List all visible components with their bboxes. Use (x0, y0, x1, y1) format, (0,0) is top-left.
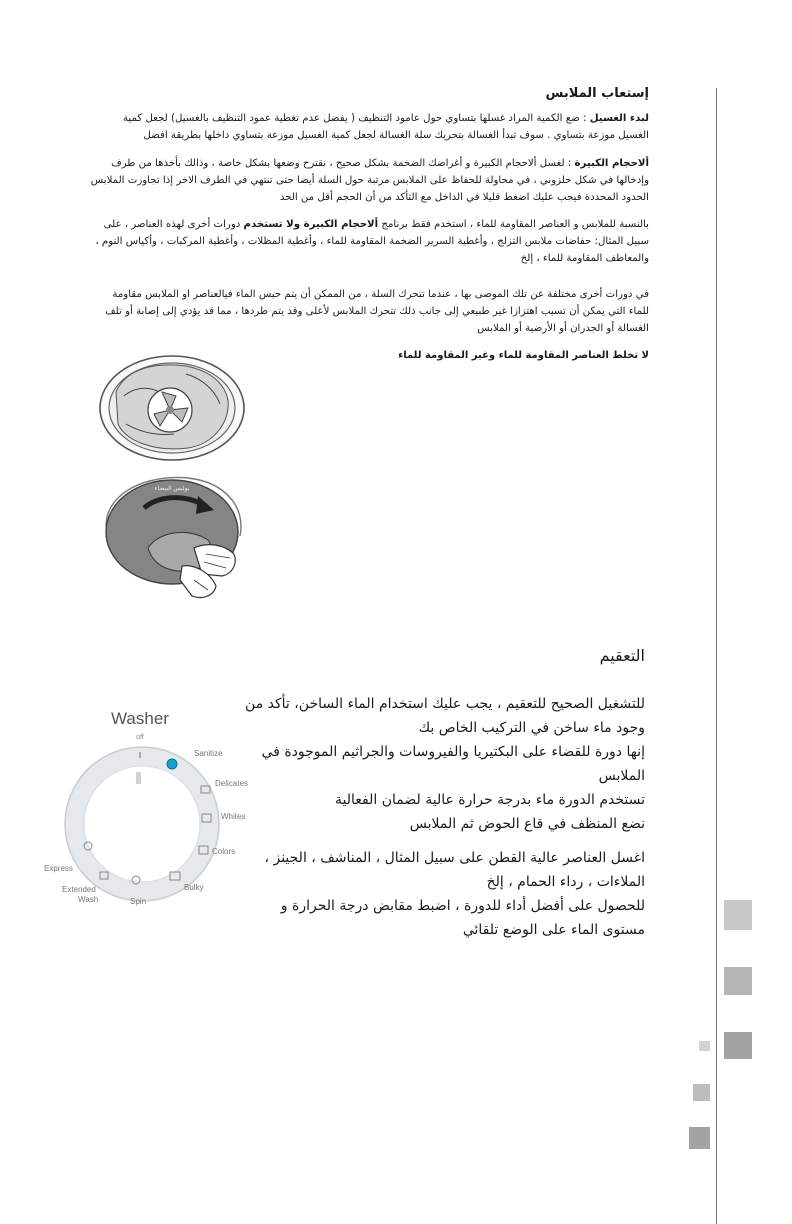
loading-title: إستعاب الملابس (545, 86, 649, 101)
sanitize-line: نضع المنظف في قاع الحوض ثم الملابس (409, 816, 645, 832)
sanitize-paragraph-1 (245, 692, 645, 836)
dial-label-extended-2[interactable]: Wash (78, 895, 99, 904)
sanitize-line: للتشغيل الصحيح للتعقيم ، يجب عليك استخدام الماء الساخن، تأكد من وجود ماء ساخن في التركيب الخاص بك (245, 696, 645, 736)
margin-rule (716, 88, 717, 1224)
sanitize-line: اغسل العناصر عالية القطن على سبيل المثال ، المناشف ، الجينز ، الملاءات ، رداء الحمام ، إلخ (264, 850, 645, 890)
dial-label-sanitize[interactable]: Sanitize (194, 749, 223, 758)
dial-label-colors[interactable]: Colors (212, 847, 236, 856)
paragraph-large-items-text: : لغسل ألاحجام الكبيرة و أغراضك الضخمة بشكل صحيح ، نقترح وضعها بشكل خاصة ، وذالك بأخذها من طرف وإدخالها في شكل حلزوني ، في محاولة للحفاظ على الملابس مرتبة حول السلة أيضا حتى تنتهي في الطرف الاخر إذا تجاوزت الملابس الحدود المحددة فيجب عليك اضغط قليلا في الداخل مع التأكد من أن الحجم أقل من الحد (90, 158, 649, 203)
knob-pointer (136, 772, 141, 784)
paragraph-waterproof-b: دورات أخرى لهذه العناصر ، على سبيل المثال: حفاضات ملابس التزلج ، وأغطية السرير الضخمة المقاومة للماء ، وأغطية المظلات ، وأغطية المركبات ، وأكياس النوم ، والمعاطف المقاومة للماء ، إلخ (95, 219, 649, 264)
thumb-tab-small (699, 1041, 710, 1051)
dial-label-express[interactable]: Express (44, 864, 73, 873)
sanitize-line: إنها دورة للقضاء على البكتيريا والفيروسات والجراثيم الموجودة في الملابس (261, 744, 645, 784)
dial-label-whites[interactable]: Whites (221, 812, 246, 821)
sanitize-indicator (167, 759, 177, 769)
sanitize-line: تستخدم الدورة ماء بدرجة حرارة عالية لضمان الفعالية (335, 792, 645, 808)
drum-loading-illustration (96, 352, 248, 464)
thumb-tab-small (693, 1084, 710, 1101)
impeller-hub (166, 406, 174, 414)
dial-knob[interactable] (84, 766, 200, 882)
paragraph-other-cycles (89, 286, 649, 337)
dial-label-bulky[interactable]: Bulky (184, 883, 204, 892)
sanitize-title: التعقيم (599, 646, 645, 665)
dial-off-label: off (136, 734, 144, 741)
paragraph-waterproof-bold2: ولا تستخدم (243, 219, 304, 230)
thumb-tab (724, 900, 752, 930)
paragraph-start-wash (89, 110, 649, 144)
dial-label-delicates[interactable]: Delicates (215, 779, 248, 788)
dial-title: Washer (111, 709, 169, 728)
thumb-tab-small (689, 1127, 710, 1149)
dial-label-extended-1[interactable]: Extended (62, 885, 96, 894)
warning-text: لا تخلط العناصر المقاومة للماء وغير المقاومة للماء (398, 350, 649, 361)
drum-label: ﺑﻮﻟﻴﺲ ﺍﻟﺒﻴﻀﺎﺀ (154, 486, 190, 492)
washer-dial (40, 700, 252, 912)
paragraph-start-wash-bold: لبدء الغسيل (589, 113, 649, 124)
drum-spiral-illustration (98, 470, 250, 604)
thumb-tab (724, 967, 752, 995)
dial-label-spin[interactable]: Spin (130, 897, 147, 906)
thumb-tab (724, 1032, 752, 1059)
paragraph-waterproof-bold1: ألاحجام الكبيرة (303, 219, 379, 230)
paragraph-start-wash-text: : ضع الكمية المراد غسلها بتساوي حول عامود التنظيف ( يفضل عدم تغطية عمود التنظيف بالغسيل) لجعل كمية الغسيل موزعة بتساوي . سوف تبدأ الغسالة بتحريك سلة الغسالة لجعل كمية الغسيل موزعة بتساوي داخلها بطريقة افضل (122, 113, 649, 141)
sanitize-paragraph-2 (245, 846, 645, 942)
paragraph-waterproof (89, 216, 649, 267)
paragraph-large-items (89, 155, 649, 206)
paragraph-large-items-bold: ألاحجام الكبيرة (574, 158, 649, 169)
sanitize-line: للحصول على أفضل أداء للدورة ، اضبط مقابض درجة الحرارة و مستوى الماء على الوضع تلقائي (280, 898, 645, 938)
paragraph-waterproof-a: بالنسبة للملابس و العناصر المقاومة للماء ، استخدم فقط برنامج (378, 219, 649, 230)
paragraph-other-cycles-text: في دورات أخرى مختلفة عن تلك الموصى بها ، عندما تتحرك السلة ، من الممكن أن يتم حبس الماء فيالعناصر او الملابس مقاومة للماء التي يمكن أن تسبب اهتزازا غير طبيعي إلى جانب ذلك تتحرك الملابس لأعلى وقد يتم طردها ، مما قد يؤدي إلى إصابة أو تلف الغسالة أو الجدران أو الأرضية أو الملابس (105, 289, 649, 334)
